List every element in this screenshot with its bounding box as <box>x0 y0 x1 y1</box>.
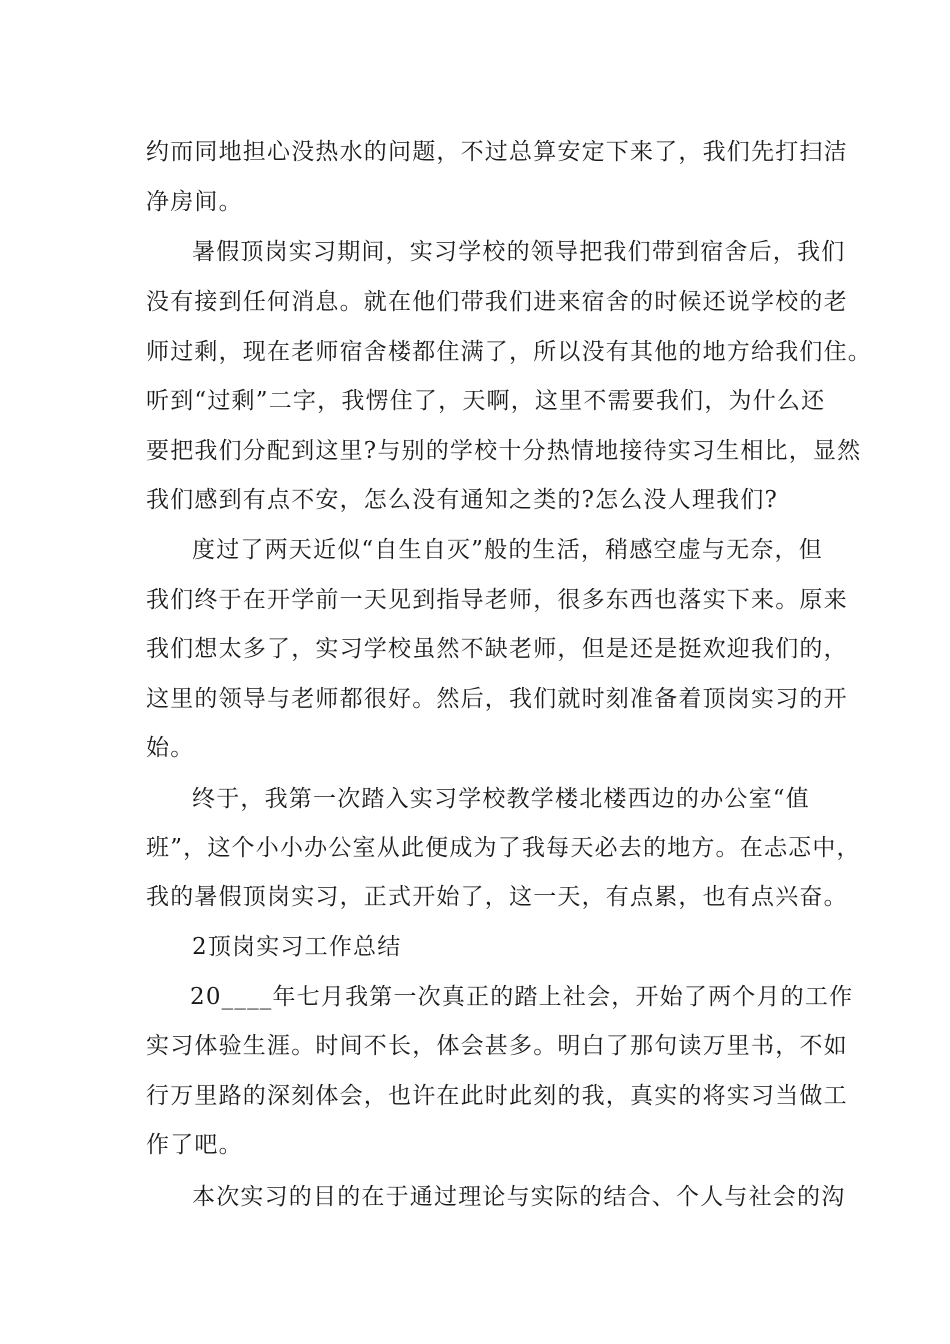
text-line: 实习体验生涯。时间不长，体会甚多。明白了那句读万里书，不如 <box>146 1033 848 1059</box>
text-line: 师过剩，现在老师宿舍楼都住满了，所以没有其他的地方给我们住。 <box>146 339 872 365</box>
text-line: 我们终于在开学前一天见到指导老师，很多东西也落实下来。原来 <box>146 587 848 613</box>
text-line: 约而同地担心没热水的问题，不过总算安定下来了，我们先打扫洁 <box>146 139 848 165</box>
paragraph-start-line: 暑假顶岗实习期间，实习学校的领导把我们带到宿舍后，我们 <box>192 239 846 265</box>
text-line: 作了吧。 <box>146 1132 243 1158</box>
text-line: 要把我们分配到这里?与别的学校十分热情地接待实习生相比，显然 <box>146 438 862 464</box>
text-line: 班”，这个小小办公室从此便成为了我每天必去的地方。在忐忑中， <box>146 835 861 861</box>
paragraph-start-line: 度过了两天近似“自生自灭”般的生活，稍感空虚与无奈，但 <box>192 537 823 563</box>
text-line: 没有接到任何消息。就在他们带我们进来宿舍的时候还说学校的老 <box>146 289 848 315</box>
text-line: 我们想太多了，实习学校虽然不缺老师，但是还是挺欢迎我们的， <box>146 636 848 662</box>
text-line: 这里的领导与老师都很好。然后，我们就时刻准备着顶岗实习的开 <box>146 686 848 712</box>
paragraph-start-line: 终于，我第一次踏入实习学校教学楼北楼西边的办公室“值 <box>192 786 810 812</box>
text-line: 我们感到有点不安，怎么没有通知之类的?怎么没人理我们? <box>146 487 779 513</box>
text-line: 行万里路的深刻体会，也许在此时此刻的我，真实的将实习当做工 <box>146 1083 848 1109</box>
text-line: 我的暑假顶岗实习，正式开始了，这一天，有点累，也有点兴奋。 <box>146 884 848 910</box>
text-line: 始。 <box>146 735 195 761</box>
text-line: 净房间。 <box>146 189 243 215</box>
text-line: 听到“过剩”二字，我愣住了，天啊，这里不需要我们，为什么还 <box>146 388 826 414</box>
section-heading: 2顶岗实习工作总结 <box>192 934 402 960</box>
paragraph-start-line: 20____年七月我第一次真正的踏上社会，开始了两个月的工作 <box>190 984 854 1010</box>
paragraph-start-line: 本次实习的目的在于通过理论与实际的结合、个人与社会的沟 <box>192 1184 846 1210</box>
